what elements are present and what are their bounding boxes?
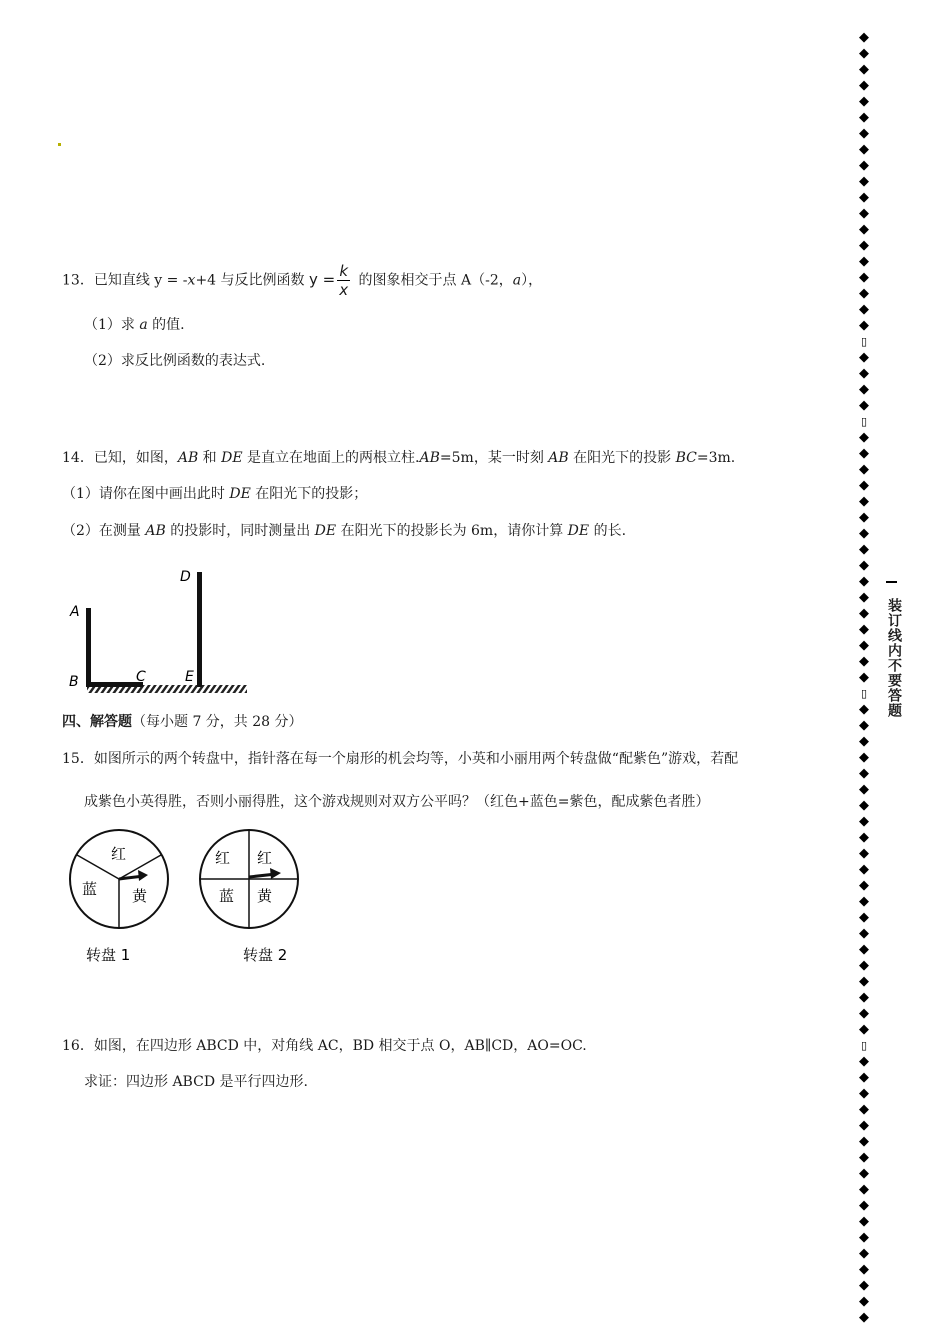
binding-diamond-icon: ◆ [859, 126, 869, 141]
binding-diamond-icon: ◆ [859, 622, 869, 637]
binding-diamond-icon: ◆ [859, 846, 869, 861]
section-4-heading: 四、解答题（每小题 7 分，共 28 分） [62, 714, 303, 730]
spinner-2-caption: 转盘 2 [243, 946, 288, 964]
binding-diamond-icon: ◆ [859, 878, 869, 893]
binding-diamond-icon: ◆ [859, 270, 869, 285]
q14-part1: （1）请你在图中画出此时 DE 在阳光下的投影； [62, 486, 368, 502]
binding-diamond-icon: ◆ [859, 62, 869, 77]
pillars-figure [60, 562, 260, 697]
spinner-1-yellow: 黄 [132, 887, 148, 905]
binding-diamond-icon: ◆ [859, 430, 869, 445]
binding-diamond-icon: ◆ [859, 254, 869, 269]
stray-dot [58, 143, 61, 146]
binding-diamond-icon: ◆ [859, 702, 869, 717]
binding-diamond-icon: ◆ [859, 1118, 869, 1133]
binding-diamond-icon: ◆ [859, 1294, 869, 1309]
binding-diamond-icon: ◆ [859, 766, 869, 781]
binding-diamond-icon: ◆ [859, 1054, 869, 1069]
q13-line: 13．已知直线 y = -x+4 与反比例函数 y = $\frac{k}{x}$ 的图象相交于点 A（-2，a）， [62, 262, 543, 299]
spinner-2-blue: 蓝 [219, 887, 235, 905]
spinner-2 [193, 826, 307, 966]
q15-line2: 成紫色小英得胜，否则小丽得胜，这个游戏规则对双方公平吗？（红色+蓝色=紫色，配成紫色者胜） [84, 794, 710, 810]
binding-diamond-icon: ◆ [859, 798, 869, 813]
binding-diamond-icon: ◆ [859, 574, 869, 589]
binding-diamond-icon: ◆ [859, 110, 869, 125]
binding-diamond-icon: ◆ [859, 1166, 869, 1181]
binding-diamond-icon: ◆ [859, 1198, 869, 1213]
binding-diamond-icon: ◆ [859, 830, 869, 845]
spinner-2-red-right: 红 [257, 849, 273, 867]
binding-diamond-icon: ◆ [859, 782, 869, 797]
pillar-ab [86, 608, 91, 685]
q13-part2: （2）求反比例函数的表达式. [84, 353, 266, 369]
binding-diamond-icon: ◆ [859, 94, 869, 109]
binding-diamond-icon: ◆ [859, 78, 869, 93]
binding-diamond-icon: ◆ [859, 942, 869, 957]
binding-diamond-icon: ◆ [859, 366, 869, 381]
binding-diamond-icon: ◆ [859, 526, 869, 541]
binding-diamond-icon: ◆ [859, 910, 869, 925]
binding-diamond-icon: ◆ [859, 1262, 869, 1277]
q14-line1: 14．已知，如图，AB 和 DE 是直立在地面上的两根立柱.AB=5m，某一时刻 AB 在阳光下的投影 BC=3m. [62, 450, 736, 466]
binding-diamond-icon: ◆ [859, 670, 869, 685]
binding-diamond-icon: ◆ [859, 382, 869, 397]
binding-diamond-icon: ◆ [859, 590, 869, 605]
binding-diamond-icon: ◆ [859, 318, 869, 333]
binding-diamond-icon: ◆ [859, 894, 869, 909]
label-e: E [185, 669, 194, 685]
q14-part2: （2）在测量 AB 的投影时，同时测量出 DE 在阳光下的投影长为 6m，请你计算 DE 的长. [62, 523, 627, 539]
spinner-1-blue: 蓝 [82, 880, 98, 898]
binding-diamond-icon: ◆ [859, 1086, 869, 1101]
fraction-k-over-x: $\frac{k}{x}$ [339, 262, 349, 299]
binding-diamond-icon: ◆ [859, 990, 869, 1005]
binding-text: 装订线内不要答题 [886, 598, 902, 718]
binding-box-icon: ▯ [860, 687, 868, 700]
binding-diamond-icon: ◆ [859, 638, 869, 653]
binding-diamond-icon: ◆ [859, 206, 869, 221]
binding-dash [886, 581, 897, 583]
binding-diamond-icon: ◆ [859, 302, 869, 317]
binding-diamond-icon: ◆ [859, 1182, 869, 1197]
spinner-2-yellow: 黄 [257, 887, 273, 905]
binding-diamond-icon: ◆ [859, 222, 869, 237]
binding-diamond-icon: ◆ [859, 558, 869, 573]
binding-diamond-icon: ◆ [859, 286, 869, 301]
binding-diamond-icon: ◆ [859, 478, 869, 493]
binding-diamond-icon: ◆ [859, 1246, 869, 1261]
pillar-de [197, 572, 202, 687]
binding-diamond-icon: ◆ [859, 238, 869, 253]
binding-diamond-icon: ◆ [859, 734, 869, 749]
binding-diamond-icon: ◆ [859, 510, 869, 525]
q13-part1: （1）求 a 的值. [84, 317, 185, 333]
binding-diamond-icon: ◆ [859, 1278, 869, 1293]
binding-diamond-icon: ◆ [859, 606, 869, 621]
label-a: A [70, 604, 80, 620]
binding-diamond-icon: ◆ [859, 174, 869, 189]
q16-line2: 求证：四边形 ABCD 是平行四边形. [84, 1074, 308, 1090]
binding-diamond-icon: ◆ [859, 142, 869, 157]
binding-diamond-icon: ◆ [859, 1230, 869, 1245]
spinner-1-caption: 转盘 1 [86, 946, 131, 964]
binding-diamond-icon: ◆ [859, 462, 869, 477]
binding-diamond-icon: ◆ [859, 190, 869, 205]
binding-diamond-icon: ◆ [859, 158, 869, 173]
binding-box-icon: ▯ [860, 1039, 868, 1052]
binding-diamond-icon: ◆ [859, 446, 869, 461]
binding-diamond-icon: ◆ [859, 1134, 869, 1149]
spinner-1 [64, 826, 178, 966]
spinner-2-red-left: 红 [215, 849, 231, 867]
binding-diamond-icon: ◆ [859, 1022, 869, 1037]
binding-diamond-icon: ◆ [859, 1006, 869, 1021]
label-b: B [69, 674, 79, 690]
binding-diamond-icon: ◆ [859, 1214, 869, 1229]
label-d: D [180, 569, 191, 585]
binding-diamond-icon: ◆ [859, 718, 869, 733]
binding-diamond-icon: ◆ [859, 1070, 869, 1085]
binding-diamond-icon: ◆ [859, 974, 869, 989]
binding-box-icon: ▯ [860, 335, 868, 348]
binding-diamond-icon: ◆ [859, 1102, 869, 1117]
binding-diamond-icon: ◆ [859, 814, 869, 829]
binding-diamond-icon: ◆ [859, 1310, 869, 1325]
binding-diamond-icon: ◆ [859, 350, 869, 365]
label-c: C [136, 669, 146, 685]
binding-diamond-icon: ◆ [859, 926, 869, 941]
q16-line1: 16．如图，在四边形 ABCD 中，对角线 AC，BD 相交于点 O，AB∥CD，AO=OC. [62, 1038, 587, 1054]
binding-line [856, 30, 876, 1326]
binding-box-icon: ▯ [860, 415, 868, 428]
binding-diamond-icon: ◆ [859, 958, 869, 973]
binding-diamond-icon: ◆ [859, 542, 869, 557]
q15-line1: 15．如图所示的两个转盘中，指针落在每一个扇形的机会均等，小英和小丽用两个转盘做“配紫色”游戏，若配 [62, 751, 739, 767]
binding-diamond-icon: ◆ [859, 862, 869, 877]
binding-diamond-icon: ◆ [859, 398, 869, 413]
binding-diamond-icon: ◆ [859, 46, 869, 61]
binding-diamond-icon: ◆ [859, 1150, 869, 1165]
shadow-bc [86, 682, 143, 687]
binding-diamond-icon: ◆ [859, 494, 869, 509]
binding-diamond-icon: ◆ [859, 750, 869, 765]
binding-diamond-icon: ◆ [859, 30, 869, 45]
binding-diamond-icon: ◆ [859, 654, 869, 669]
spinner-1-red: 红 [111, 845, 127, 863]
